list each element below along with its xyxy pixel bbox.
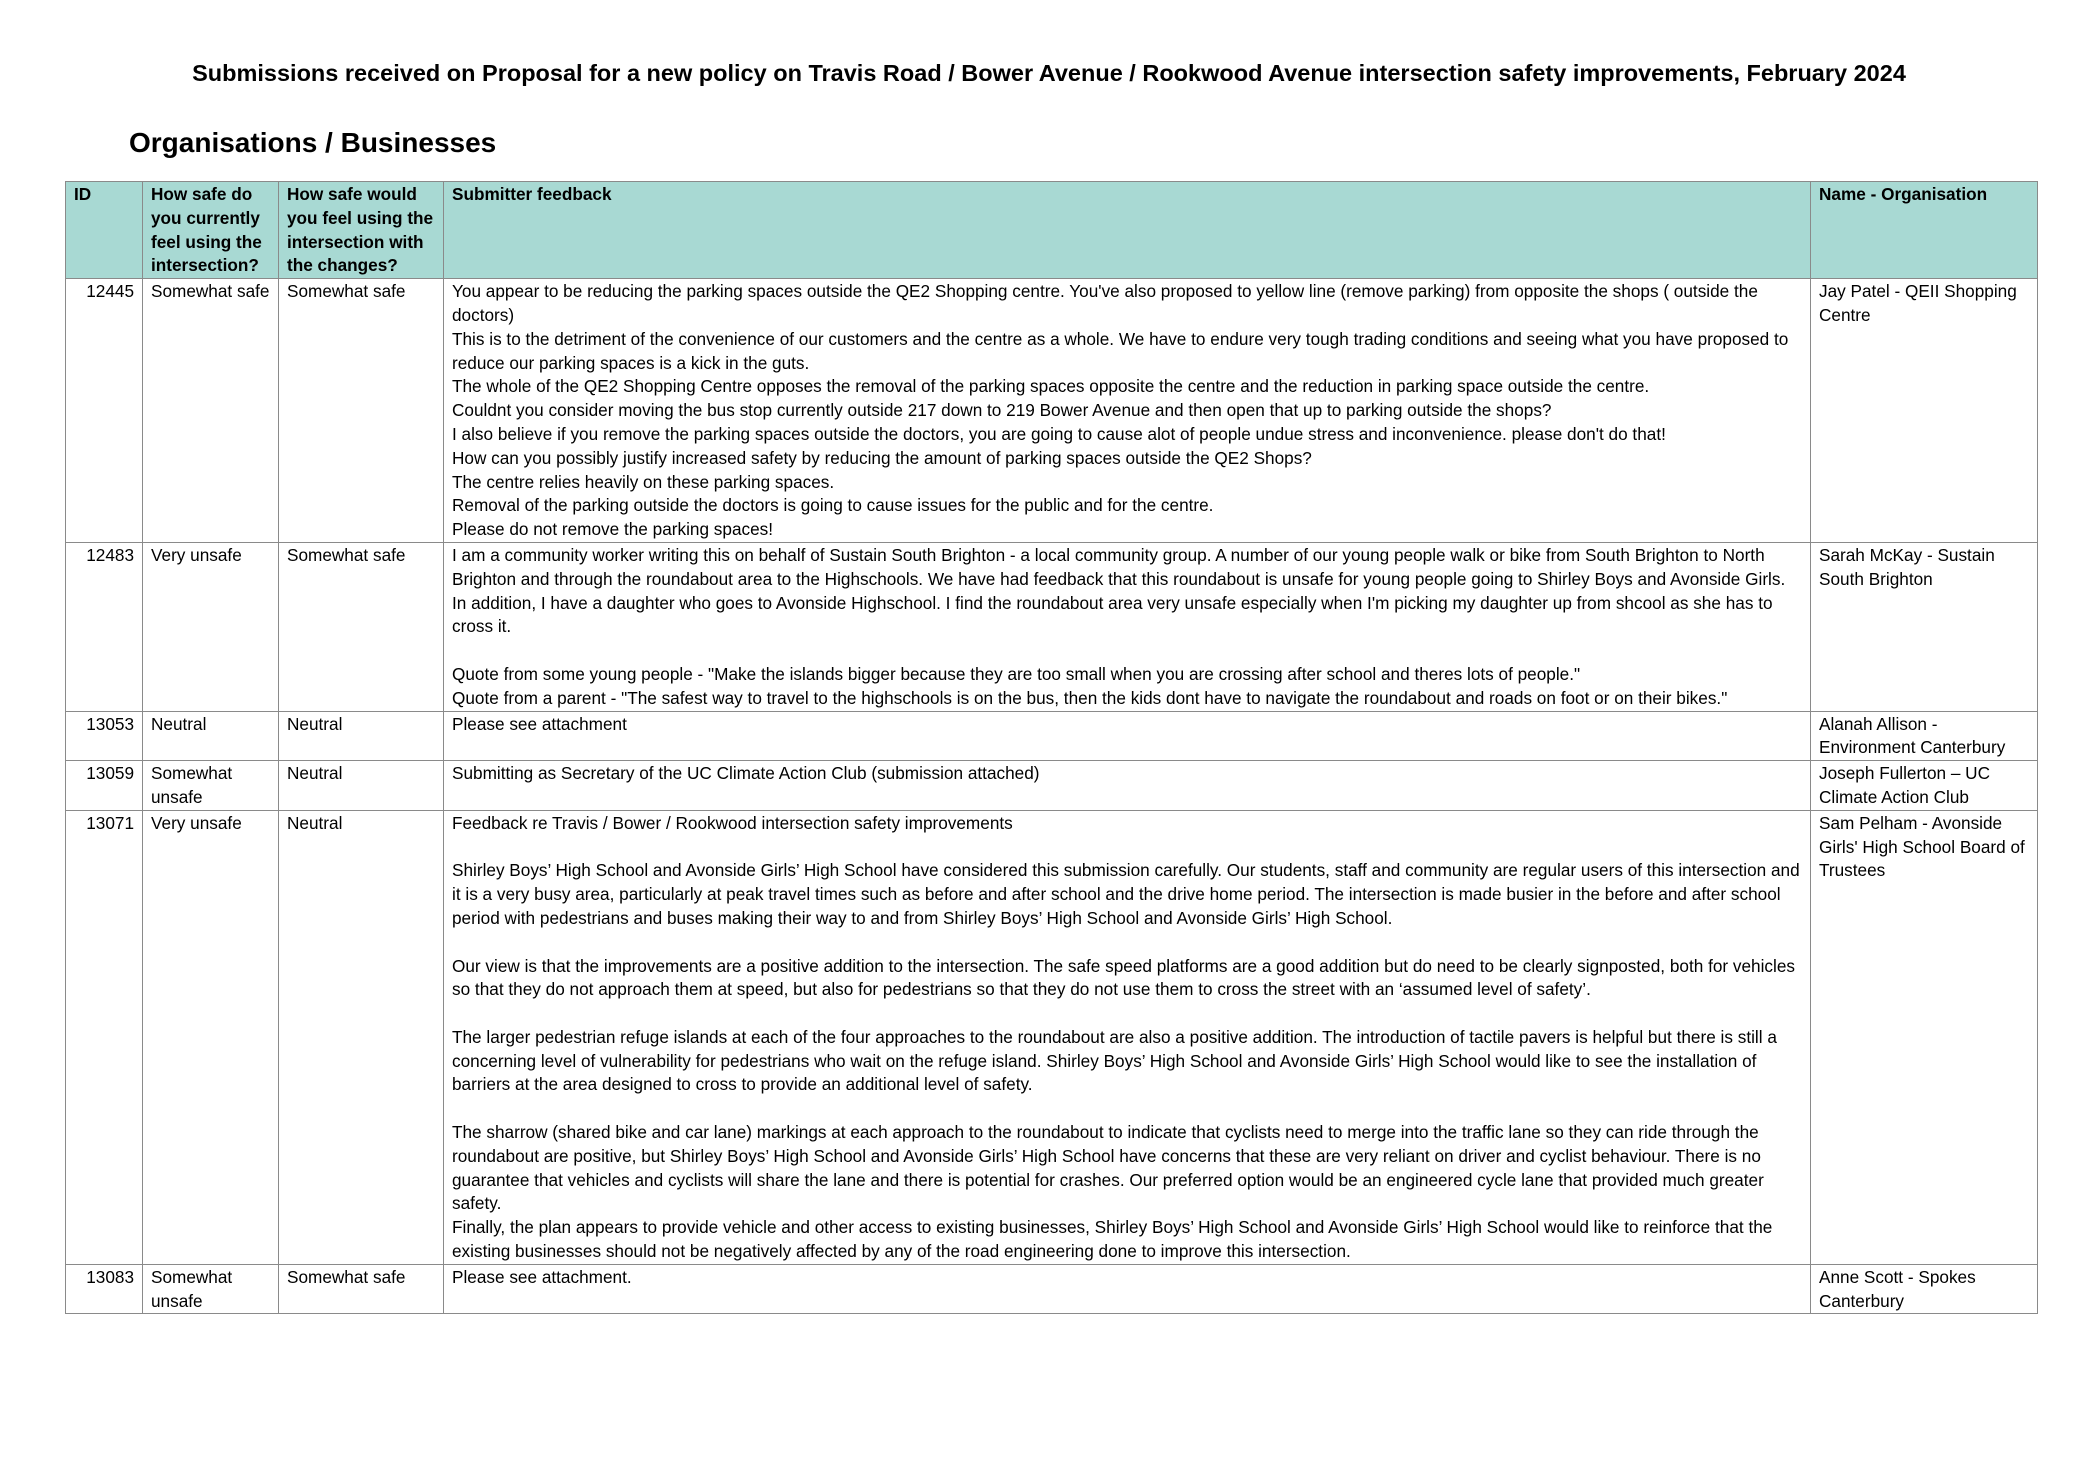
cell-name-organisation: Sam Pelham - Avonside Girls' High School Board of Trustees [1811, 810, 2038, 1264]
cell-name-organisation: Alanah Allison - Environment Canterbury [1811, 711, 2038, 761]
cell-safe-after: Neutral [279, 810, 444, 1264]
table-row [66, 542, 2038, 711]
feedback-paragraph: Please see attachment. [452, 1266, 632, 1287]
cell-safe-after: Somewhat safe [279, 1264, 444, 1314]
feedback-paragraph: The larger pedestrian refuge islands at each of the four approaches to the roundabout are also a positive addition. The introduction of tactile pavers is helpful but there is still a concerning level of vulnerability for pedestrians who wait on the refuge island. Shirley Boys’ High School and Avonside Girls’ High School would like to see the installation of barriers at the area designed to cross to provide an additional level of safety. [452, 1026, 1777, 1095]
table-header-row [66, 182, 2038, 279]
table-row [66, 279, 2038, 543]
table-row [66, 810, 2038, 1264]
cell-id: 12483 [66, 542, 143, 711]
cell-safe-now: Somewhat unsafe [143, 761, 279, 811]
cell-safe-now: Somewhat unsafe [143, 1264, 279, 1314]
cell-id: 13083 [66, 1264, 143, 1314]
cell-safe-after: Neutral [279, 711, 444, 761]
feedback-paragraph: Feedback re Travis / Bower / Rookwood intersection safety improvements [452, 812, 1013, 833]
document-title: Submissions received on Proposal for a new policy on Travis Road / Bower Avenue / Rookwood Avenue intersection safety improvements, February 2024 [192, 60, 1906, 86]
cell-id: 13071 [66, 810, 143, 1264]
cell-id: 13059 [66, 761, 143, 811]
feedback-paragraph: I am a community worker writing this on behalf of Sustain South Brighton - a local community group. A number of our young people walk or bike from South Brighton to North Brighton and through the roundabout area to the Highschools. We have had feedback that this roundabout is unsafe for young people going to Shirley Boys and Avonside Girls. In addition, I have a daughter who goes to Avonside Highschool. I find the roundabout area very unsafe especially when I'm picking my daughter up from shcool as she has to cross it. [452, 544, 1786, 637]
cell-feedback [444, 711, 1811, 761]
cell-name-organisation: Jay Patel - QEII Shopping Centre [1811, 279, 2038, 543]
cell-id: 12445 [66, 279, 143, 543]
cell-name-organisation: Sarah McKay - Sustain South Brighton [1811, 542, 2038, 711]
feedback-paragraph: Quote from some young people - "Make the islands bigger because they are too small when you are crossing after school and theres lots of people." Quote from a parent - "The safest way to travel to the highschools is on the bus, then the kids dont have to navigate the roundabout and roads on foot or on their bikes." [452, 663, 1728, 708]
header-safe-after: How safe would you feel using the intersection with the changes? [279, 182, 444, 279]
header-safe-now: How safe do you currently feel using the intersection? [143, 182, 279, 279]
table-row [66, 1264, 2038, 1314]
cell-safe-after: Somewhat safe [279, 279, 444, 543]
submissions-table [65, 181, 2038, 1314]
feedback-paragraph: Our view is that the improvements are a positive addition to the intersection. The safe speed platforms are a good addition but do need to be clearly signposted, both for vehicles so that they do not approach them at speed, but also for pedestrians so that they do not use them to cross the street with an ‘assumed level of safety’. [452, 955, 1795, 1000]
feedback-paragraph: Please see attachment [452, 713, 627, 734]
cell-feedback [444, 1264, 1811, 1314]
feedback-paragraph: Shirley Boys’ High School and Avonside Girls’ High School have considered this submission carefully. Our students, staff and community are regular users of this intersection and it is a very busy area, particularly at peak travel times such as before and after school and the drive home period. The intersection is made busier in the before and after school period with pedestrians and buses making their way to and from Shirley Boys’ High School and Avonside Girls’ High School. [452, 860, 1800, 928]
table-row [66, 711, 2038, 761]
cell-feedback [444, 542, 1811, 711]
feedback-paragraph: The sharrow (shared bike and car lane) markings at each approach to the roundabout to indicate that cyclists need to merge into the traffic lane so they can ride through the roundabout are positive, but Shirley Boys’ High School and Avonside Girls’ High School have concerns that these are very reliant on driver and cyclist behaviour. There is no guarantee that vehicles and cyclists will share the lane and there is potential for crashes. Our preferred option would be an engineered cycle lane that provided much greater safety. Finally, the plan appears to provide vehicle and other access to existing businesses, Shirley Boys’ High School and Avonside Girls’ High School would like to reinforce that the existing businesses should not be negatively affected by any of the road engineering done to improve this intersection. [452, 1122, 1773, 1262]
feedback-paragraph: You appear to be reducing the parking spaces outside the QE2 Shopping centre. You've also proposed to yellow line (remove parking) from opposite the shops ( outside the doctors) This is to the detriment of the convenience of our customers and the centre as a whole. We have to endure very tough trading conditions and seeing what you have proposed to reduce our parking spaces is a kick in the guts. The whole of the QE2 Shopping Centre opposes the removal of the parking spaces opposite the centre and the reduction in parking space outside the centre. Couldnt you consider moving the bus stop currently outside 217 down to 219 Bower Avenue and then open that up to parking outside the shops? I also believe if you remove the parking spaces outside the doctors, you are going to cause alot of people undue stress and inconvenience. please don't do that! How can you possibly justify increased safety by reducing the amount of parking spaces outside the QE2 Shops? The centre relies heavily on these parking spaces. Removal of the parking outside the doctors is going to cause issues for the public and for the centre. Please do not remove the parking spaces! [452, 281, 1789, 540]
table-row [66, 761, 2038, 811]
cell-feedback [444, 279, 1811, 543]
cell-safe-now: Very unsafe [143, 542, 279, 711]
header-id: ID [66, 182, 143, 279]
header-feedback: Submitter feedback [444, 182, 1811, 279]
section-title: Organisations / Businesses [129, 127, 497, 158]
cell-safe-now: Very unsafe [143, 810, 279, 1264]
cell-name-organisation: Joseph Fullerton – UC Climate Action Club [1811, 761, 2038, 811]
cell-feedback [444, 810, 1811, 1264]
cell-safe-now: Somewhat safe [143, 279, 279, 543]
cell-id: 13053 [66, 711, 143, 761]
cell-name-organisation: Anne Scott - Spokes Canterbury [1811, 1264, 2038, 1314]
header-name-organisation: Name - Organisation [1811, 182, 2038, 279]
feedback-paragraph: Submitting as Secretary of the UC Climate Action Club (submission attached) [452, 763, 1040, 784]
cell-feedback [444, 761, 1811, 811]
cell-safe-now: Neutral [143, 711, 279, 761]
cell-safe-after: Somewhat safe [279, 542, 444, 711]
cell-safe-after: Neutral [279, 761, 444, 811]
